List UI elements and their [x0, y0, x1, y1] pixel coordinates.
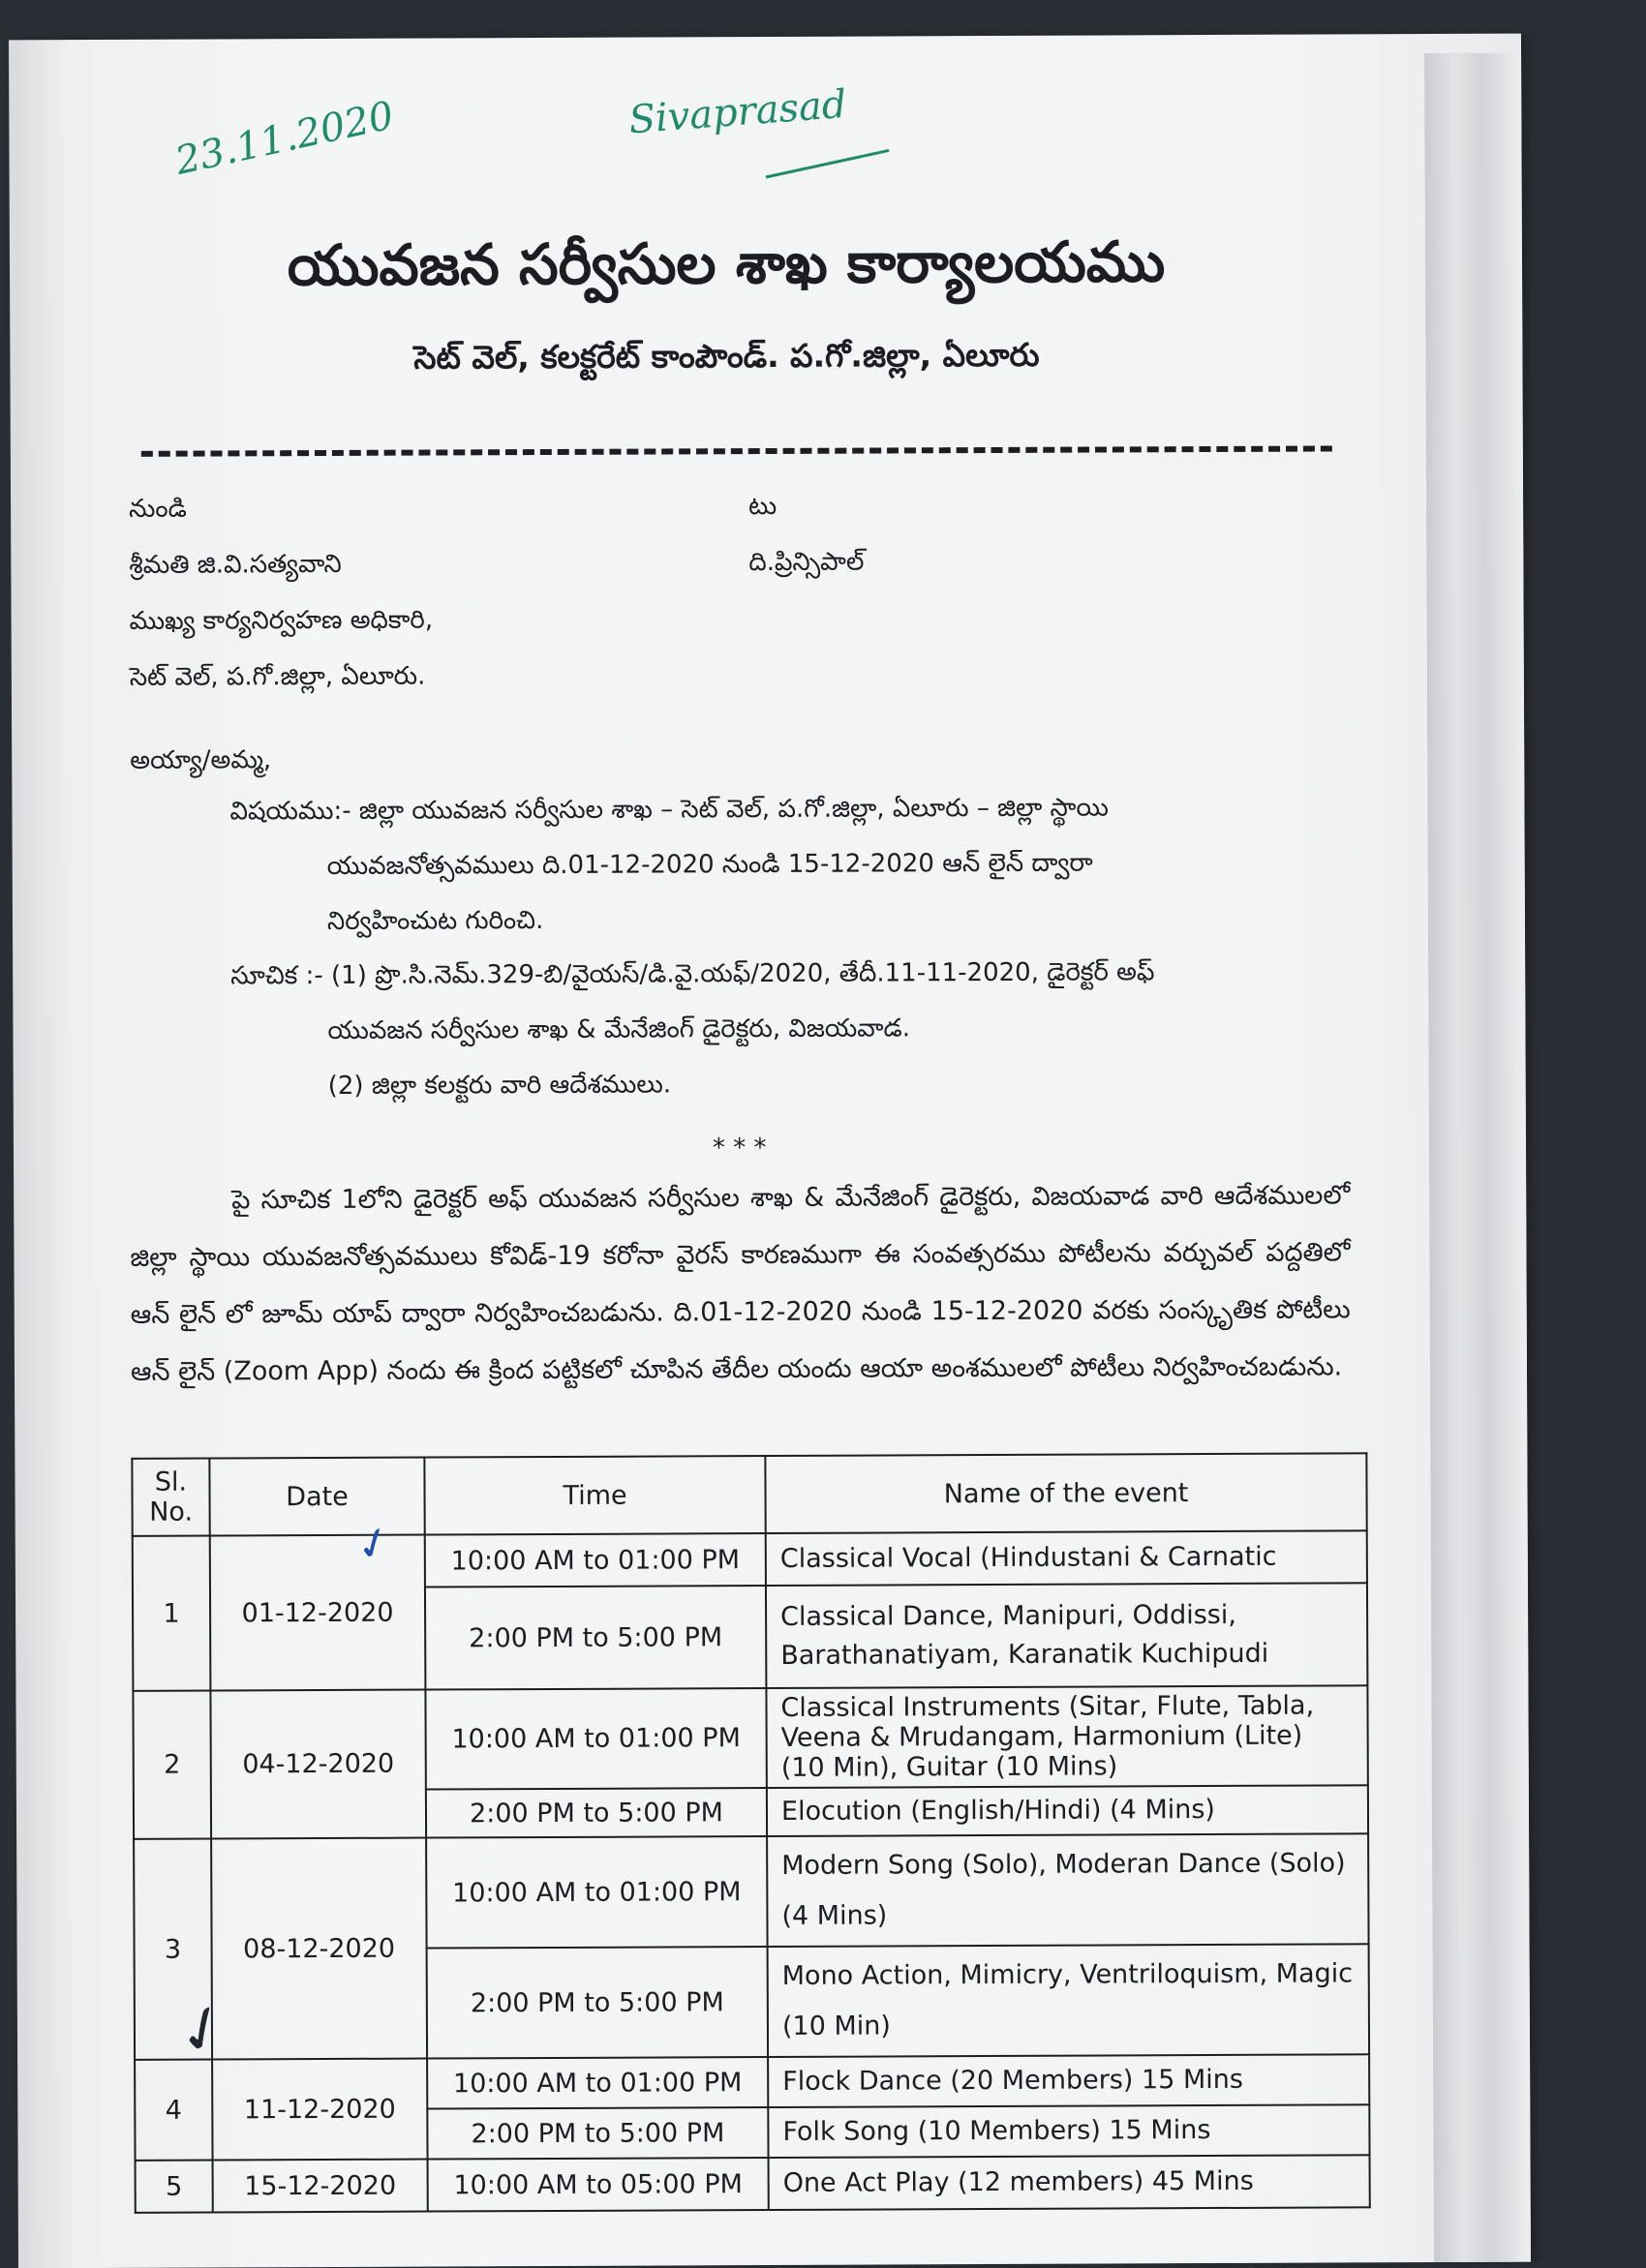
row-time: 10:00 AM to 01:00 PM — [427, 2057, 768, 2109]
row-sl-no: 1 — [133, 1536, 211, 1691]
table-header-row — [132, 1453, 1366, 1536]
to-label: టు — [748, 491, 777, 522]
row-event: Mono Action, Mimicry, Ventriloquism, Magic (10 Min) — [768, 1944, 1369, 2057]
row-time: 2:00 PM to 5:00 PM — [425, 1586, 766, 1690]
row-event: Elocution (English/Hindi) (4 Mins) — [767, 1785, 1368, 1836]
row-date: 01-12-2020 — [210, 1535, 426, 1691]
row-event: Modern Song (Solo), Moderan Dance (Solo) (4 Mins) — [767, 1833, 1368, 1947]
reference-line-3: (2) జిల్లా కలక్టరు వారి ఆదేశములు. — [327, 1070, 672, 1101]
table-row — [136, 2155, 1370, 2213]
row-time: 10:00 AM to 01:00 PM — [425, 1688, 766, 1790]
page-edge-stack — [1424, 53, 1531, 2268]
table-row — [133, 1685, 1367, 1791]
row-sl-no: 3 — [134, 1839, 212, 2060]
subject-line-3: నిర్వహించుట గురించి. — [326, 906, 544, 936]
row-sl-no: 4 — [135, 2060, 212, 2161]
section-separator: * * * — [712, 1134, 767, 1164]
event-schedule-table — [131, 1452, 1370, 2214]
row-event: Flock Dance (20 Members) 15 Mins — [768, 2054, 1369, 2107]
row-time: 2:00 PM to 5:00 PM — [427, 1947, 768, 2059]
handwritten-signature: Sivaprasad — [626, 81, 848, 143]
signature-underline — [766, 149, 890, 179]
row-date: 08-12-2020 — [211, 1838, 427, 2060]
row-date: 04-12-2020 — [210, 1690, 426, 1839]
handwritten-check-icon: ✓ — [349, 1514, 400, 1574]
from-address: సెట్ వెల్, ప.గో.జిల్లా, ఏలూరు. — [129, 661, 426, 692]
handwritten-date: 23.11.2020 — [171, 93, 398, 184]
office-address: సెట్ వెల్, కలక్టరేట్ కాంపౌండ్. ప.గో.జిల్లా, ఏలూరు — [413, 335, 1040, 377]
reference-line-2: యువజన సర్వీసుల శాఖ & మేనేజింగ్ డైరెక్టరు, విజయవాడ. — [327, 1013, 911, 1045]
header-divider — [141, 445, 1332, 456]
row-event: Classical Instruments (Sitar, Flute, Tabla, Veena & Mrudangam, Harmonium (Lite) (10 Min), Guitar (10 Mins) — [766, 1685, 1367, 1788]
row-sl-no: 2 — [133, 1691, 211, 1839]
row-date: 15-12-2020 — [213, 2160, 428, 2213]
row-event: Classical Dance, Manipuri, Oddissi, Barathanatiyam, Karanatik Kuchipudi — [766, 1583, 1367, 1688]
row-time: 10:00 AM to 01:00 PM — [426, 1836, 767, 1949]
header-date: Date — [209, 1458, 424, 1536]
subject-line-2: యువజనోత్సవములు ది.01-12-2020 నుండి 15-12-2020 ఆన్ లైన్ ద్వారా — [326, 848, 1093, 881]
from-designation: ముఖ్య కార్యనిర్వహణ అధికారి, — [129, 605, 434, 636]
body-paragraph-block — [130, 1166, 1351, 1400]
row-time: 2:00 PM to 5:00 PM — [426, 1788, 767, 1838]
row-event: Classical Vocal (Hindustani & Carnatic — [766, 1530, 1367, 1586]
header-sl-no: Sl. No. — [132, 1459, 209, 1536]
to-recipient: ది.ప్రిన్సిపాల్ — [748, 547, 865, 578]
body-paragraph: పై సూచిక 1లోని డైరెక్టర్ అఫ్ యువజన సర్వీసుల శాఖ & మేనేజింగ్ డైరెక్టరు, విజయవాడ వారి ఆదేశములలో జిల్లా స్థాయి యువజనోత్సవములు కోవిడ్-19 కరోనా వైరస్ కారణముగా ఈ సంవత్సరము పోటీలను వర్చువల్ పద్దతిలో ఆన్ లైన్ లో జూమ్ యాప్ ద్వారా నిర్వహించబడును. ది.01-12-2020 నుండి 15-12-2020 వరకు సంస్కృతిక పోటీలు ఆన్ లైన్ (Zoom App) నందు ఈ క్రింద పట్టికలో చూపిన తేదీల యందు ఆయా అంశములలో పోటీలు నిర్వహించబడును. — [130, 1180, 1351, 1387]
office-title: యువజన సర్వీసుల శాఖ కార్యాలయము — [287, 228, 1166, 299]
from-name: శ్రీమతి జి.వి.సత్యవాని — [129, 549, 342, 580]
row-sl-no: 5 — [136, 2161, 213, 2213]
from-label: నుండి — [129, 494, 187, 524]
row-time: 10:00 AM to 05:00 PM — [428, 2158, 769, 2212]
header-event: Name of the event — [765, 1453, 1366, 1533]
subject-line-1: విషయము:- జిల్లా యువజన సర్వీసుల శాఖ – సెట్ వెల్, ప.గో.జిల్లా, ఏలూరు – జిల్లా స్థాయి — [229, 793, 1109, 827]
handwritten-check-icon: ✓ — [164, 1986, 242, 2074]
table-row — [135, 2054, 1369, 2110]
reference-line-1: సూచిక :- (1) ప్రొ.సి.నెమ్.329-బి/వైయస్/డి.వై.యఫ్/2020, తేదీ.11-11-2020, డైరెక్టర్ అఫ్ — [230, 957, 1155, 991]
row-event: One Act Play (12 members) 45 Mins — [769, 2155, 1370, 2210]
table-row — [134, 1833, 1368, 1950]
header-time: Time — [424, 1456, 765, 1535]
salutation: అయ్యా/అమ్మ, — [130, 745, 272, 775]
row-date: 11-12-2020 — [212, 2059, 427, 2161]
row-event: Folk Song (10 Members) 15 Mins — [768, 2104, 1369, 2158]
table-row — [133, 1530, 1367, 1588]
document-page — [9, 34, 1531, 2268]
row-time: 2:00 PM to 5:00 PM — [427, 2107, 768, 2160]
row-time: 10:00 AM to 01:00 PM — [425, 1533, 766, 1588]
